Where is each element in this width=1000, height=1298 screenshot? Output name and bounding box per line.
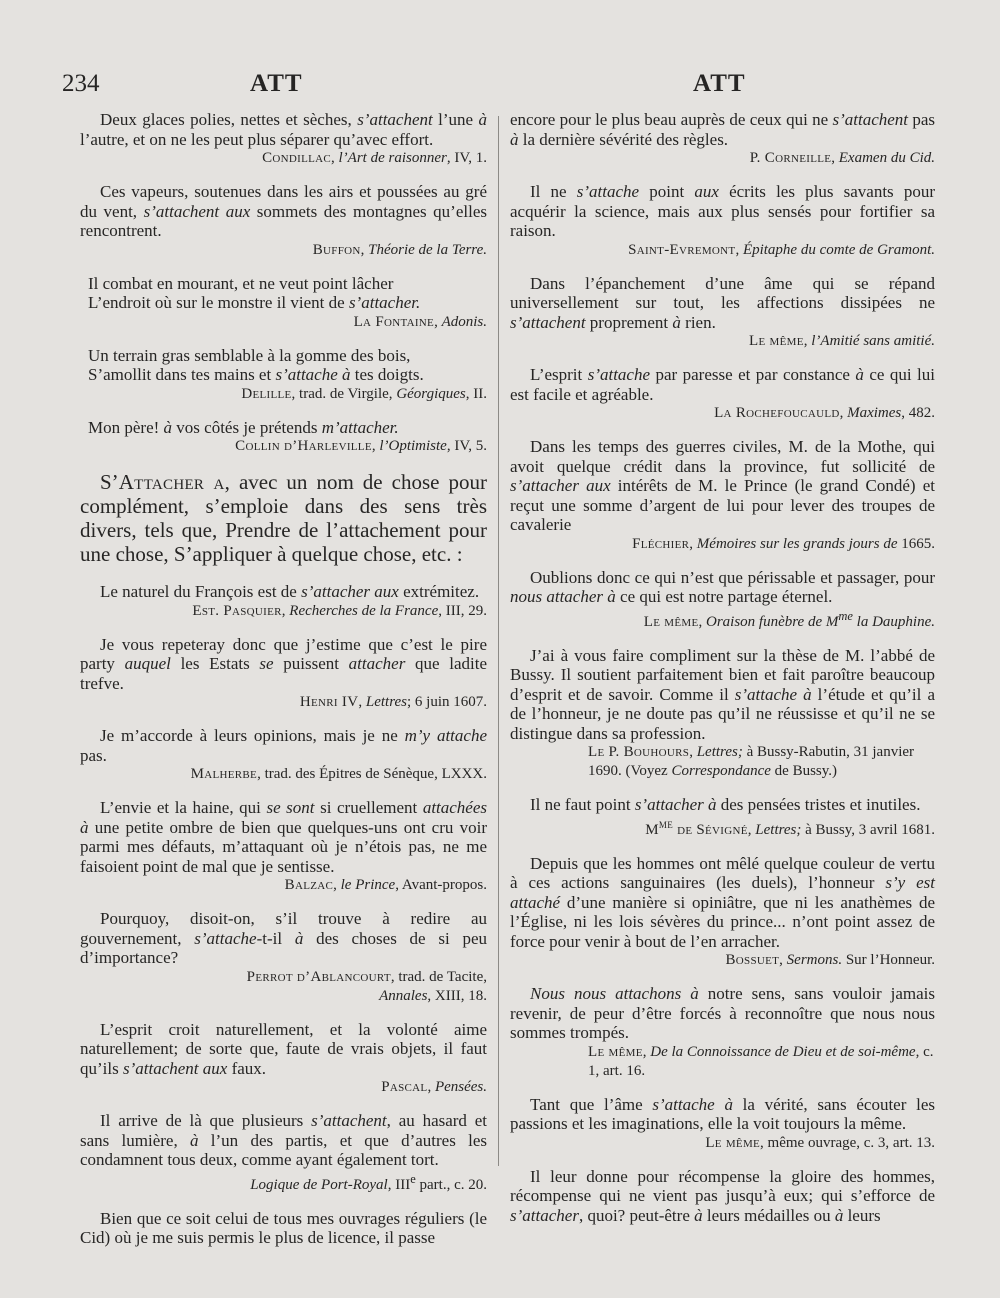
- verse-line: Il combat en mourant, et ne veut point lâcher: [88, 273, 394, 293]
- verse-line: Un terrain gras semblable à la gomme des bois,: [88, 345, 411, 365]
- citation-source: Le même, De la Connoissance de Dieu et de soi-même, c. 1, art. 16.: [588, 1043, 934, 1079]
- quotation: L’esprit croit naturellement, et la volonté aime naturellement; de sorte que, faute de vrais objets, il faut qu’ils s’attachent aux faux.: [80, 1019, 487, 1078]
- citation-source: Henri IV, Lettres; 6 juin 1607.: [299, 694, 487, 710]
- citation-source: Pascal, Pensées.: [381, 1079, 487, 1095]
- citation-source: Le même, l’Amitié sans amitié.: [749, 333, 935, 349]
- page-number: 234: [62, 70, 100, 97]
- definition-paragraph: S’Attacher a, avec un nom de chose pour complément, s’emploie dans des sens très divers, tels que, Prendre de l’attachement pour une chose, S’appliquer à quelque chose, etc. :: [80, 470, 487, 566]
- quotation: Il ne faut point s’attacher à des pensées tristes et inutiles.: [530, 795, 921, 814]
- column-divider: [498, 116, 499, 1166]
- quotation: Tant que l’âme s’attache à la vérité, sans écouter les passions et les imaginations, elle la voit toujours la même.: [510, 1094, 935, 1133]
- citation-source: Buffon, Théorie de la Terre.: [312, 241, 487, 258]
- quotation: J’ai à vous faire compliment sur la thèse de M. l’abbé de Bussy. Il soutient parfaitement bien et fait paroître beaucoup d’esprit et de savoir. Comme il s’attache à l’étude et qu’il a de l’honneur, je ne doute pas qu’il ne réussisse et qu’il ne se distingue dans sa profession.: [510, 645, 935, 743]
- citation-source: Condillac, l’Art de raisonner, IV, 1.: [262, 150, 487, 166]
- quotation: Depuis que les hommes ont mêlé quelque couleur de vertu à ces actions sanguinaires (les duels), l’honneur s’y est attaché d’une manière si opiniâtre, que ni les anathèmes de l’Église, ni les lois sévères du prince... n’ont point assez de force pour venir à bout de l’en arracher.: [510, 853, 935, 951]
- quotation: encore pour le plus beau auprès de ceux qui ne s’attachent pas à la dernière sévérité des règles.: [510, 110, 935, 149]
- running-head-right: ATT: [693, 70, 746, 97]
- citation-source: Collin d’Harleville, l’Optimiste, IV, 5.: [235, 438, 487, 454]
- quotation: Le naturel du François est de s’attacher aux extrémitez.: [100, 582, 480, 601]
- citation-source: P. Corneille, Examen du Cid.: [749, 150, 935, 166]
- citation-source: Malherbe, trad. des Épitres de Sénèque, LXXX.: [190, 766, 487, 782]
- quotation: Il leur donne pour récompense la gloire des hommes, récompense qui ne vient pas jusqu’à eux; qui s’efforce de s’attacher, quoi? peut-être à leurs médailles ou à leurs: [510, 1166, 935, 1225]
- left-column: [80, 110, 487, 1248]
- quotation: Je m’accorde à leurs opinions, mais je ne m’y attache pas.: [80, 726, 487, 765]
- verse-line: S’amollit dans tes mains et s’attache à tes doigts.: [88, 365, 424, 384]
- quotation: Ces vapeurs, soutenues dans les airs et poussées au gré du vent, s’attachent aux sommets des montagnes qu’elles rencontrent.: [80, 182, 487, 240]
- citation-source: Saint-Evremont, Épitaphe du comte de Gramont.: [628, 241, 935, 258]
- quotation: L’envie et la haine, qui se sont si cruellement attachées à une petite ombre de bien que quelques-uns ont cru voir parmi mes défauts, m’attaquant où je n’étois pas, ne me faisoient point de mal que je sentisse.: [80, 798, 488, 876]
- quotation: Nous nous attachons à notre sens, sans vouloir jamais revenir, de peur d’être forcés à reconnoître que nous nous sommes trompés.: [510, 984, 935, 1042]
- citation-source: Perrot d’Ablancourt, trad. de Tacite, Annales, XIII, 18.: [246, 968, 487, 1004]
- quotation: L’esprit s’attache par paresse et par constance à ce qui lui est facile et agréable.: [510, 365, 935, 404]
- quotation: Oublions donc ce qui n’est que périssable et passager, pour nous attacher à ce qui est notre partage éternel.: [510, 567, 935, 606]
- verse-quotation: [80, 418, 487, 438]
- citation-source: Le même, même ouvrage, c. 3, art. 13.: [705, 1134, 935, 1151]
- verse-quotation: [80, 274, 487, 313]
- verse-line: Mon père! à vos côtés je prétends m’attacher.: [88, 417, 399, 437]
- citation-source: La Rochefoucauld, Maximes, 482.: [714, 405, 935, 421]
- quotation: Dans les temps des guerres civiles, M. de la Mothe, qui avoit quelque crédit dans la province, fut sollicité de s’attacher aux intérêts de M. le Prince (le grand Condé) et reçut une somme d’argent de lui pour lever des troupes de cavalerie: [510, 437, 935, 534]
- quotation: Il ne s’attache point aux écrits les plus savants pour acquérir la science, mais aux plus sensés pour fortifier sa raison.: [510, 182, 935, 240]
- citation-source: Bossuet, Sermons. Sur l’Honneur.: [725, 952, 935, 968]
- quotation: Dans l’épanchement d’une âme qui se répand universellement sur tout, les affections dissipées ne s’attachent proprement à rien.: [510, 273, 935, 332]
- citation-source: La Fontaine, Adonis.: [353, 313, 487, 330]
- quotation: Je vous repeteray donc que j’estime que c’est le pire party auquel les Estats se puissent attacher que ladite trefve.: [80, 634, 487, 693]
- citation-source: Logique de Port-Royal, IIIe part., c. 20.: [250, 1171, 487, 1193]
- citation-source: $M^{me}$ de Sévigné, Lettres; à Bussy, 3 avril 1681.: [645, 816, 935, 838]
- verse-quotation: [80, 346, 487, 385]
- quotation: Bien que ce soit celui de tous mes ouvrages réguliers (le Cid) où je me suis permis le plus de licence, il passe: [80, 1208, 487, 1247]
- citation-source: Fléchier, Mémoires sur les grands jours de 1665.: [632, 535, 935, 552]
- citation-source: Est. Pasquier, Recherches de la France, III, 29.: [192, 602, 487, 619]
- citation-source: Balzac, le Prince, Avant-propos.: [284, 877, 487, 893]
- verse-line: L’endroit où sur le monstre il vient de s’attacher.: [88, 293, 421, 312]
- right-column: [510, 110, 935, 1225]
- citation-source: Le même, Oraison funèbre de $M^{me}$ la Dauphine.: [643, 608, 935, 630]
- citation-source: Le P. Bouhours, Lettres; à Bussy-Rabutin, 31 janvier 1690. (Voyez Correspondance de Bussy.): [588, 744, 915, 779]
- quotation: Pourquoy, disoit-on, s’il trouve à redire au gouvernement, s’attache-t-il à des choses de si peu d’importance?: [80, 909, 487, 967]
- running-head-left: ATT: [250, 70, 303, 97]
- quotation: Il arrive de là que plusieurs s’attachent, au hasard et sans lumière, à l’un des partis, et que d’autres les condamnent tous deux, comme ayant également tort.: [80, 1111, 488, 1169]
- citation-source: Delille, trad. de Virgile, Géorgiques, II.: [241, 385, 487, 402]
- quotation: Deux glaces polies, nettes et sèches, s’attachent l’une à l’autre, et on ne les peut plus séparer qu’avec effort.: [80, 110, 487, 149]
